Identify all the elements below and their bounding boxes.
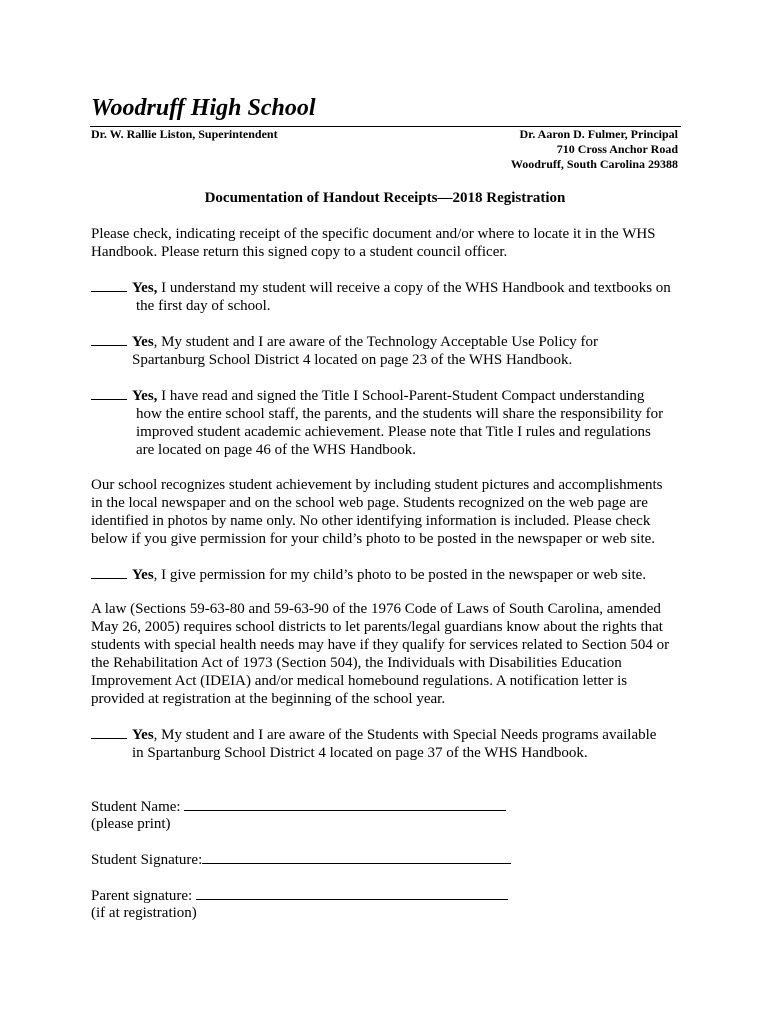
text-line: A law (Sections 59-63-80 and 59-63-90 of the 1976 Code of Laws of South Carolina, amended [91, 601, 661, 617]
check-blank[interactable] [91, 566, 127, 579]
yes-label: Yes, [132, 388, 158, 404]
intro-paragraph [91, 225, 691, 261]
yes-label: Yes [132, 334, 154, 350]
acknowledgement-title-i-compact [91, 387, 691, 459]
text-line: identified in photos by name only. No other identifying information is included. Please check [91, 513, 651, 529]
item-text: how the entire school staff, the parents, and the students will share the responsibility for [136, 406, 664, 422]
superintendent-line: Dr. W. Rallie Liston, Superintendent [91, 127, 278, 141]
document-title: Documentation of Handout Receipts—2018 Registration [204, 190, 566, 206]
check-blank[interactable] [91, 333, 127, 346]
check-blank[interactable] [91, 726, 127, 739]
item-text: improved student academic achievement. Please note that Title I rules and regulations [136, 424, 651, 440]
school-name: Woodruff High School [91, 95, 316, 121]
text-line: Please check, indicating receipt of the specific document and/or where to locate it in the WHS [91, 226, 656, 242]
student-name-note: (please print) [91, 816, 171, 832]
student-signature-input-line[interactable] [202, 850, 511, 864]
item-text: Spartanburg School District 4 located on page 23 of the WHS Handbook. [132, 352, 573, 368]
parent-signature-field [91, 886, 508, 905]
text-line: May 26, 2005) requires school districts to let parents/legal guardians know about the rights that [91, 619, 663, 635]
item-text: the first day of school. [136, 298, 271, 314]
text-line: Improvement Act (IDEIA) and/or medical homebound regulations. A notification letter is [91, 673, 628, 689]
student-signature-field [91, 850, 511, 869]
check-blank[interactable] [91, 387, 127, 400]
item-text: , My student and I are aware of the Technology Acceptable Use Policy for [153, 334, 599, 350]
principal-address-block [511, 127, 678, 172]
item-text: in Spartanburg School District 4 located on page 37 of the WHS Handbook. [132, 745, 588, 761]
text-line: Handbook. Please return this signed copy to a student council officer. [91, 244, 508, 260]
text-line: students with special health needs may have if they qualify for services related to Section 504 or [91, 637, 670, 653]
check-blank[interactable] [91, 279, 127, 292]
principal-line: Dr. Aaron D. Fulmer, Principal [519, 127, 678, 141]
item-text: I have read and signed the Title I School-Parent-Student Compact understanding [157, 388, 645, 404]
yes-label: Yes [132, 567, 154, 583]
text-line: the Rehabilitation Act of 1973 (Section 504), the Individuals with Disabilities Education [91, 655, 622, 671]
photo-paragraph [91, 476, 691, 548]
text-line: in the local newspaper and on the school web page. Students recognized on the web page are [91, 495, 648, 511]
item-text: I understand my student will receive a copy of the WHS Handbook and textbooks on [157, 280, 671, 296]
student-name-field [91, 797, 506, 816]
parent-signature-input-line[interactable] [196, 886, 508, 900]
student-signature-label: Student Signature: [91, 852, 203, 868]
parent-signature-note: (if at registration) [91, 905, 197, 921]
student-name-input-line[interactable] [184, 797, 506, 811]
acknowledgement-special-needs [91, 726, 691, 762]
yes-label: Yes [132, 727, 154, 743]
student-name-label: Student Name: [91, 799, 181, 815]
acknowledgement-photo-permission [91, 566, 691, 584]
item-text: , I give permission for my child’s photo to be posted in the newspaper or web site. [153, 567, 647, 583]
yes-label: Yes, [132, 280, 158, 296]
acknowledgement-handbook [91, 279, 691, 315]
parent-signature-label: Parent signature: [91, 888, 193, 904]
address-city: Woodruff, South Carolina 29388 [510, 157, 678, 171]
text-line: Our school recognizes student achievement by including student pictures and accomplishments [91, 477, 663, 493]
text-line: provided at registration at the beginning of the school year. [91, 691, 446, 707]
item-text: , My student and I are aware of the Students with Special Needs programs available [153, 727, 657, 743]
item-text: are located on page 46 of the WHS Handbook. [136, 442, 417, 458]
text-line: below if you give permission for your child’s photo to be posted in the newspaper or web site. [91, 531, 656, 547]
law-paragraph [91, 600, 691, 708]
acknowledgement-technology-policy [91, 333, 691, 369]
address-street: 710 Cross Anchor Road [556, 142, 678, 156]
